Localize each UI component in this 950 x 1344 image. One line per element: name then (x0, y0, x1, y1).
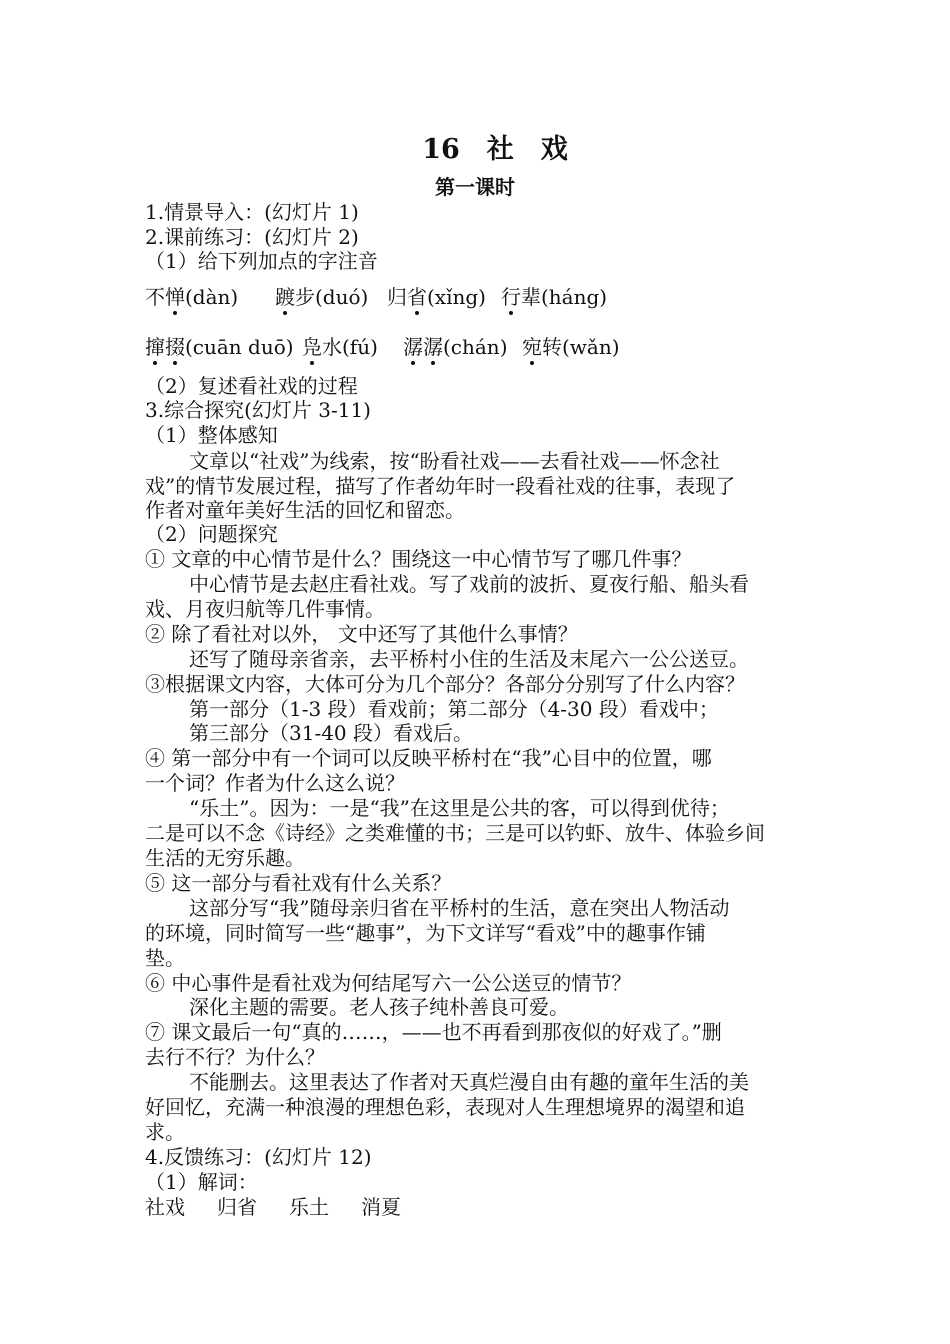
task-pinyin: （1）给下列加点的字注音 (145, 249, 378, 273)
vocab-list (145, 1195, 810, 1220)
vocab-item: 消夏 (361, 1195, 401, 1219)
question-line: ① 文章的中心情节是什么？围绕这一中心情节写了哪几件事？ (145, 547, 692, 571)
task-retell: （2）复述看社戏的过程 (145, 374, 358, 398)
answer-line: 的环境，同时简写一些“趣事”，为下文详写“看戏”中的趣事作铺 (145, 921, 706, 945)
paragraph-line: 文章以“社戏”为线索，按“盼看社戏——去看社戏——怀念社 (189, 449, 720, 473)
question-line: ④ 第一部分中有一个词可以反映平桥村在“我”心目中的位置，哪 (145, 746, 712, 770)
answer-line: “乐土”。因为：一是“我”在这里是公共的客，可以得到优待； (189, 796, 730, 820)
question-line: 一个词？作者为什么这么说？ (145, 771, 405, 795)
paragraph-line: 作者对童年美好生活的回忆和留恋。 (145, 498, 465, 522)
pinyin-item: 行 辈(háng) (501, 283, 607, 311)
question-line: ③根据课文内容，大体可分为几个部分？各部分分别写了什么内容？ (145, 672, 745, 696)
answer-line: 这部分写“我”随母亲归省在平桥村的生活，意在突出人物活动 (189, 896, 730, 920)
answer-line: 生活的无穷乐趣。 (145, 846, 305, 870)
section-heading: （2）问题探究 (145, 522, 278, 546)
step-practice: 2.课前练习：(幻灯片 2) (145, 225, 359, 249)
lesson-title: 16 社 戏 (422, 134, 568, 165)
step-intro: 1.情景导入：(幻灯片 1) (145, 200, 359, 224)
vocab-item: 乐土 (289, 1195, 329, 1219)
answer-line: 好回忆，充满一种浪漫的理想色彩，表现对人生理想境界的渴望和追 (145, 1095, 745, 1119)
answer-line: 中心情节是去赵庄看社戏。写了戏前的波折、夏夜行船、船头看 (189, 572, 749, 596)
vocab-item: 归省 (217, 1195, 257, 1219)
lesson-subtitle: 第一课时 (435, 175, 515, 199)
step-feedback: 4.反馈练习：(幻灯片 12) (145, 1145, 372, 1169)
pinyin-item: 潺潺 (chán) (403, 333, 508, 361)
answer-line: 不能删去。这里表达了作者对天真烂漫自由有趣的童年生活的美 (189, 1070, 749, 1094)
vocab-item: 社戏 (145, 1195, 185, 1219)
answer-line: 还写了随母亲省亲，去平桥村小住的生活及末尾六一公公送豆。 (189, 647, 749, 671)
question-line: ② 除了看社对以外， 文中还写了其他什么事情？ (145, 622, 578, 646)
question-line: ⑥ 中心事件是看社戏为何结尾写六一公公送豆的情节？ (145, 971, 632, 995)
pinyin-item: 宛 转(wǎn) (522, 333, 620, 361)
answer-line: 第三部分（31-40 段）看戏后。 (189, 721, 474, 745)
pinyin-item: 踱 步(duó) (275, 283, 368, 311)
answer-line: 求。 (145, 1120, 185, 1144)
answer-line: 第一部分（1-3 段）看戏前；第二部分（4-30 段）看戏中； (189, 697, 719, 721)
paragraph-line: 戏”的情节发展过程，描写了作者幼年时一段看社戏的往事，表现了 (145, 474, 736, 498)
pinyin-item: 凫 水(fú) (302, 333, 378, 361)
answer-line: 戏、月夜归航等几件事情。 (145, 597, 385, 621)
answer-line: 深化主题的需要。老人孩子纯朴善良可爱。 (189, 995, 569, 1019)
question-line: 去行不行？为什么？ (145, 1045, 325, 1069)
answer-line: 二是可以不念《诗经》之类难懂的书；三是可以钓虾、放牛、体验乡间 (145, 821, 765, 845)
answer-line: 垫。 (145, 946, 185, 970)
section-heading: （1）整体感知 (145, 423, 278, 447)
pinyin-item: 归省 (xǐng) (387, 283, 486, 311)
question-line: ⑦ 课文最后一句“真的……，——也不再看到那夜似的好戏了。”删 (145, 1020, 722, 1044)
question-line: ⑤ 这一部分与看社戏有什么关系？ (145, 871, 452, 895)
pinyin-item: 不惮 (dàn) (145, 283, 238, 311)
step-explore: 3.综合探究(幻灯片 3-11) (145, 398, 371, 422)
task-vocab: （1）解词： (145, 1170, 258, 1194)
pinyin-item: 撺掇 (cuān duō) (145, 333, 294, 361)
